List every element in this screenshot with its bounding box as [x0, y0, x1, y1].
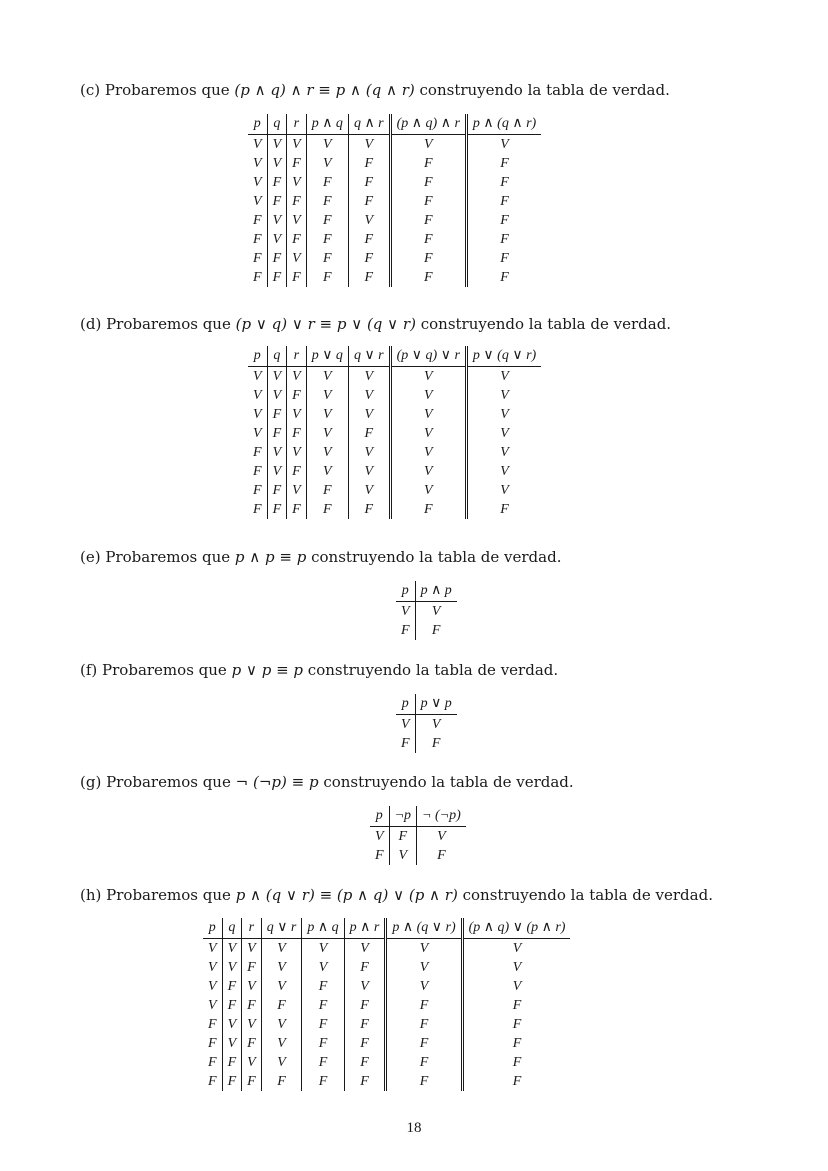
column-header: q ∨ r	[261, 918, 302, 939]
truth-value-cell: F	[415, 734, 457, 753]
truth-value-cell: F	[466, 268, 541, 287]
truth-value-cell: F	[462, 996, 570, 1015]
column-header: q	[222, 918, 242, 939]
truth-value-cell: F	[348, 192, 390, 211]
truth-value-cell: F	[344, 1015, 386, 1034]
section-c-label: (c)	[80, 81, 101, 99]
truth-value-cell: V	[466, 462, 541, 481]
section-f-expr: p ∨ p ≡ p	[231, 661, 304, 679]
truth-value-cell: V	[287, 367, 307, 387]
truth-table-f	[396, 694, 457, 753]
column-header: (p ∨ q) ∨ r	[390, 346, 466, 367]
truth-value-cell: F	[253, 213, 262, 228]
truth-value-cell: F	[208, 1055, 217, 1070]
truth-value-cell: F	[344, 1072, 386, 1091]
section-e-expr: p ∧ p ≡ p	[234, 548, 307, 566]
truth-value-cell: F	[287, 230, 307, 249]
truth-value-cell: V	[287, 211, 307, 230]
truth-value-cell: F	[267, 481, 287, 500]
truth-value-cell: F	[253, 502, 262, 517]
truth-value-cell: V	[390, 135, 466, 155]
truth-value-cell: V	[306, 386, 348, 405]
section-e-intro	[80, 548, 561, 566]
truth-value-cell: F	[242, 1072, 262, 1091]
table-row	[248, 424, 541, 443]
column-header: p	[370, 806, 389, 827]
truth-value-cell: F	[253, 270, 262, 285]
truth-value-cell: V	[261, 1053, 302, 1072]
truth-value-cell: V	[401, 717, 410, 732]
truth-value-cell: F	[386, 1053, 462, 1072]
table-row	[203, 939, 570, 959]
truth-value-cell: F	[344, 1034, 386, 1053]
truth-value-cell: V	[389, 846, 416, 865]
truth-value-cell: V	[253, 194, 262, 209]
truth-value-cell: F	[302, 1034, 344, 1053]
truth-value-cell: V	[386, 939, 462, 959]
column-header: p ∧ p	[415, 581, 457, 602]
truth-value-cell: V	[261, 939, 302, 959]
truth-value-cell: V	[287, 443, 307, 462]
truth-value-cell: V	[287, 481, 307, 500]
truth-value-cell: F	[306, 268, 348, 287]
table-row	[203, 958, 570, 977]
column-header: q ∧ r	[348, 114, 390, 135]
section-d-post: construyendo la tabla de verdad.	[420, 315, 672, 333]
section-h-pre: Probaremos que	[106, 886, 231, 904]
truth-value-cell: V	[386, 958, 462, 977]
table-row	[248, 211, 541, 230]
section-g-intro	[80, 773, 574, 791]
truth-value-cell: V	[466, 405, 541, 424]
truth-value-cell: V	[390, 424, 466, 443]
table-row	[248, 135, 541, 155]
truth-value-cell: F	[287, 500, 307, 519]
truth-value-cell: V	[267, 462, 287, 481]
truth-value-cell: F	[348, 424, 390, 443]
truth-value-cell: F	[302, 996, 344, 1015]
section-d-pre: Probaremos que	[106, 315, 231, 333]
truth-value-cell: F	[344, 958, 386, 977]
truth-value-cell: V	[348, 405, 390, 424]
truth-value-cell: F	[415, 621, 457, 640]
truth-value-cell: F	[306, 481, 348, 500]
column-header: p	[396, 581, 415, 602]
table-row	[396, 734, 457, 753]
truth-value-cell: F	[348, 154, 390, 173]
truth-value-cell: F	[302, 1072, 344, 1091]
truth-value-cell: V	[348, 386, 390, 405]
column-header: p	[248, 114, 267, 135]
truth-value-cell: V	[253, 388, 262, 403]
truth-value-cell: V	[253, 156, 262, 171]
truth-value-cell: F	[261, 1072, 302, 1091]
table-row	[248, 481, 541, 500]
table-row	[396, 715, 457, 735]
truth-value-cell: F	[344, 996, 386, 1015]
truth-value-cell: F	[462, 1072, 570, 1091]
truth-value-cell: V	[306, 405, 348, 424]
truth-value-cell: V	[390, 443, 466, 462]
truth-value-cell: F	[348, 249, 390, 268]
column-header: r	[287, 346, 307, 367]
table-row	[203, 977, 570, 996]
truth-value-cell: V	[386, 977, 462, 996]
table-header-row	[396, 581, 457, 602]
truth-value-cell: V	[417, 827, 466, 847]
truth-value-cell: V	[306, 443, 348, 462]
truth-value-cell: F	[466, 211, 541, 230]
truth-value-cell: V	[462, 958, 570, 977]
truth-value-cell: V	[466, 386, 541, 405]
column-header: q	[267, 114, 287, 135]
truth-table-h	[203, 918, 570, 1091]
table-row	[370, 827, 466, 847]
truth-value-cell: V	[208, 960, 217, 975]
truth-value-cell: V	[344, 939, 386, 959]
table-header-row	[248, 346, 541, 367]
truth-value-cell: F	[466, 249, 541, 268]
column-header: r	[242, 918, 262, 939]
truth-value-cell: V	[267, 367, 287, 387]
truth-value-cell: F	[390, 268, 466, 287]
section-d-expr: (p ∨ q) ∨ r ≡ p ∨ (q ∨ r)	[235, 315, 416, 333]
section-d-label: (d)	[80, 315, 102, 333]
truth-value-cell: V	[242, 1015, 262, 1034]
column-header: q ∨ r	[348, 346, 390, 367]
truth-value-cell: F	[222, 977, 242, 996]
truth-value-cell: F	[242, 1034, 262, 1053]
truth-value-cell: V	[287, 249, 307, 268]
truth-value-cell: V	[253, 137, 262, 152]
truth-value-cell: F	[390, 211, 466, 230]
truth-table-d	[248, 346, 541, 519]
truth-value-cell: F	[222, 1053, 242, 1072]
table-row	[248, 367, 541, 387]
section-f-post: construyendo la tabla de verdad.	[307, 661, 559, 679]
table-row	[248, 230, 541, 249]
truth-value-cell: V	[306, 462, 348, 481]
table-header-row	[248, 114, 541, 135]
column-header: ¬p	[389, 806, 416, 827]
truth-value-cell: F	[253, 232, 262, 247]
truth-value-cell: V	[267, 135, 287, 155]
truth-table-e	[396, 581, 457, 640]
column-header: p ∧ q	[302, 918, 344, 939]
truth-value-cell: F	[348, 268, 390, 287]
truth-value-cell: F	[306, 211, 348, 230]
truth-value-cell: V	[466, 443, 541, 462]
truth-value-cell: V	[222, 1034, 242, 1053]
table-row	[203, 996, 570, 1015]
truth-value-cell: F	[462, 1015, 570, 1034]
column-header: ¬ (¬p)	[417, 806, 466, 827]
truth-value-cell: F	[386, 996, 462, 1015]
table-row	[248, 192, 541, 211]
truth-value-cell: F	[287, 268, 307, 287]
truth-value-cell: F	[253, 483, 262, 498]
column-header: p ∧ r	[344, 918, 386, 939]
truth-value-cell: V	[348, 462, 390, 481]
truth-value-cell: V	[348, 135, 390, 155]
table-header-row	[370, 806, 466, 827]
section-f-pre: Probaremos que	[102, 661, 227, 679]
section-e-pre: Probaremos que	[105, 548, 231, 566]
section-g-pre: Probaremos que	[106, 773, 231, 791]
column-header: p ∧ (q ∧ r)	[466, 114, 541, 135]
truth-value-cell: V	[267, 443, 287, 462]
column-header: p ∨ p	[415, 694, 457, 715]
column-header: p	[396, 694, 415, 715]
truth-value-cell: F	[401, 736, 410, 751]
truth-value-cell: F	[261, 996, 302, 1015]
truth-value-cell: V	[466, 367, 541, 387]
table-row	[203, 1034, 570, 1053]
truth-value-cell: F	[401, 623, 410, 638]
truth-value-cell: F	[267, 405, 287, 424]
section-d-intro	[80, 315, 671, 333]
truth-value-cell: F	[208, 1017, 217, 1032]
truth-value-cell: F	[267, 249, 287, 268]
truth-value-cell: F	[348, 173, 390, 192]
truth-value-cell: F	[306, 230, 348, 249]
table-row	[248, 173, 541, 192]
truth-value-cell: F	[287, 424, 307, 443]
truth-value-cell: V	[390, 462, 466, 481]
truth-value-cell: F	[253, 464, 262, 479]
truth-table-g	[370, 806, 466, 865]
truth-value-cell: F	[375, 848, 384, 863]
truth-value-cell: F	[390, 154, 466, 173]
truth-value-cell: F	[462, 1053, 570, 1072]
column-header: (p ∧ q) ∧ r	[390, 114, 466, 135]
truth-value-cell: V	[261, 977, 302, 996]
truth-value-cell: V	[287, 135, 307, 155]
truth-value-cell: V	[462, 939, 570, 959]
truth-value-cell: V	[348, 211, 390, 230]
truth-table-c	[248, 114, 541, 287]
truth-value-cell: V	[208, 979, 217, 994]
column-header: (p ∧ q) ∨ (p ∧ r)	[462, 918, 570, 939]
truth-value-cell: V	[302, 939, 344, 959]
truth-value-cell: F	[267, 500, 287, 519]
truth-value-cell: V	[253, 369, 262, 384]
truth-value-cell: V	[242, 939, 262, 959]
truth-value-cell: F	[466, 192, 541, 211]
section-f-intro	[80, 661, 558, 679]
table-row	[370, 846, 466, 865]
truth-value-cell: V	[306, 154, 348, 173]
truth-value-cell: V	[267, 154, 287, 173]
section-c-pre: Probaremos que	[104, 81, 230, 99]
truth-value-cell: F	[222, 1072, 242, 1091]
truth-value-cell: F	[242, 996, 262, 1015]
truth-value-cell: F	[390, 500, 466, 519]
truth-value-cell: V	[415, 602, 457, 622]
truth-value-cell: V	[466, 481, 541, 500]
truth-value-cell: F	[267, 268, 287, 287]
truth-value-cell: F	[390, 173, 466, 192]
truth-value-cell: V	[267, 211, 287, 230]
truth-value-cell: F	[302, 1015, 344, 1034]
section-g-label: (g)	[80, 773, 102, 791]
table-row	[203, 1053, 570, 1072]
table-row	[248, 154, 541, 173]
truth-value-cell: V	[261, 1034, 302, 1053]
truth-value-cell: F	[287, 154, 307, 173]
truth-value-cell: V	[208, 941, 217, 956]
truth-value-cell: F	[390, 192, 466, 211]
section-h-post: construyendo la tabla de verdad.	[462, 886, 713, 904]
truth-value-cell: V	[390, 386, 466, 405]
table-row	[248, 249, 541, 268]
section-h-intro	[80, 886, 713, 904]
truth-value-cell: F	[267, 424, 287, 443]
column-header: p	[203, 918, 222, 939]
section-c-post: construyendo la tabla de verdad.	[419, 81, 670, 99]
truth-value-cell: F	[344, 1053, 386, 1072]
truth-value-cell: V	[348, 481, 390, 500]
truth-value-cell: V	[306, 367, 348, 387]
table-row	[203, 1072, 570, 1091]
table-row	[248, 405, 541, 424]
section-h-expr: p ∧ (q ∨ r) ≡ (p ∧ q) ∨ (p ∧ r)	[235, 886, 458, 904]
truth-value-cell: V	[222, 958, 242, 977]
table-header-row	[203, 918, 570, 939]
truth-value-cell: F	[253, 445, 262, 460]
truth-value-cell: V	[466, 424, 541, 443]
truth-value-cell: V	[462, 977, 570, 996]
truth-value-cell: F	[348, 230, 390, 249]
table-row	[396, 602, 457, 622]
truth-value-cell: F	[287, 192, 307, 211]
truth-value-cell: F	[267, 192, 287, 211]
column-header: p ∨ q	[306, 346, 348, 367]
truth-value-cell: V	[267, 386, 287, 405]
section-c-intro	[80, 81, 670, 99]
truth-value-cell: V	[302, 958, 344, 977]
column-header: q	[267, 346, 287, 367]
section-g-expr: ¬ (¬p) ≡ p	[235, 773, 319, 791]
table-row	[248, 386, 541, 405]
truth-value-cell: F	[348, 500, 390, 519]
truth-value-cell: V	[242, 1053, 262, 1072]
table-row	[248, 268, 541, 287]
table-row	[248, 462, 541, 481]
truth-value-cell: F	[253, 251, 262, 266]
truth-value-cell: V	[253, 407, 262, 422]
truth-value-cell: F	[208, 1036, 217, 1051]
truth-value-cell: V	[306, 424, 348, 443]
truth-value-cell: V	[348, 443, 390, 462]
truth-value-cell: V	[261, 958, 302, 977]
section-f-label: (f)	[80, 661, 98, 679]
truth-value-cell: V	[253, 175, 262, 190]
truth-value-cell: F	[306, 192, 348, 211]
truth-value-cell: F	[386, 1072, 462, 1091]
table-header-row	[396, 694, 457, 715]
truth-value-cell: F	[306, 173, 348, 192]
truth-value-cell: V	[390, 405, 466, 424]
truth-value-cell: F	[267, 173, 287, 192]
truth-value-cell: V	[390, 367, 466, 387]
truth-value-cell: V	[267, 230, 287, 249]
truth-value-cell: F	[242, 958, 262, 977]
table-row	[248, 443, 541, 462]
table-row	[203, 1015, 570, 1034]
column-header: p	[248, 346, 267, 367]
truth-value-cell: F	[306, 500, 348, 519]
truth-value-cell: F	[306, 249, 348, 268]
table-row	[248, 500, 541, 519]
truth-value-cell: V	[306, 135, 348, 155]
column-header: r	[287, 114, 307, 135]
truth-value-cell: V	[375, 829, 384, 844]
truth-value-cell: F	[466, 154, 541, 173]
truth-value-cell: V	[415, 715, 457, 735]
truth-value-cell: V	[287, 405, 307, 424]
truth-value-cell: F	[390, 230, 466, 249]
column-header: p ∧ q	[306, 114, 348, 135]
page-number: 18	[406, 1120, 422, 1136]
truth-value-cell: F	[466, 173, 541, 192]
truth-value-cell: F	[386, 1034, 462, 1053]
column-header: p ∧ (q ∨ r)	[386, 918, 462, 939]
truth-value-cell: V	[390, 481, 466, 500]
truth-value-cell: V	[242, 977, 262, 996]
column-header: p ∨ (q ∨ r)	[466, 346, 541, 367]
truth-value-cell: F	[466, 230, 541, 249]
truth-value-cell: F	[390, 249, 466, 268]
truth-value-cell: F	[302, 977, 344, 996]
truth-value-cell: V	[466, 135, 541, 155]
truth-value-cell: V	[344, 977, 386, 996]
section-e-label: (e)	[80, 548, 101, 566]
truth-value-cell: V	[222, 1015, 242, 1034]
truth-value-cell: F	[466, 500, 541, 519]
truth-value-cell: F	[287, 462, 307, 481]
truth-value-cell: F	[417, 846, 466, 865]
truth-value-cell: F	[222, 996, 242, 1015]
section-h-label: (h)	[80, 886, 102, 904]
table-row	[396, 621, 457, 640]
truth-value-cell: V	[253, 426, 262, 441]
truth-value-cell: V	[208, 998, 217, 1013]
truth-value-cell: F	[208, 1074, 217, 1089]
section-e-post: construyendo la tabla de verdad.	[311, 548, 562, 566]
truth-value-cell: F	[389, 827, 416, 847]
truth-value-cell: V	[348, 367, 390, 387]
truth-value-cell: V	[222, 939, 242, 959]
truth-value-cell: V	[401, 604, 410, 619]
truth-value-cell: V	[261, 1015, 302, 1034]
section-c-expr: (p ∧ q) ∧ r ≡ p ∧ (q ∧ r)	[234, 81, 415, 99]
section-g-post: construyendo la tabla de verdad.	[323, 773, 574, 791]
truth-value-cell: F	[462, 1034, 570, 1053]
truth-value-cell: F	[287, 386, 307, 405]
truth-value-cell: F	[302, 1053, 344, 1072]
truth-value-cell: V	[287, 173, 307, 192]
truth-value-cell: F	[386, 1015, 462, 1034]
